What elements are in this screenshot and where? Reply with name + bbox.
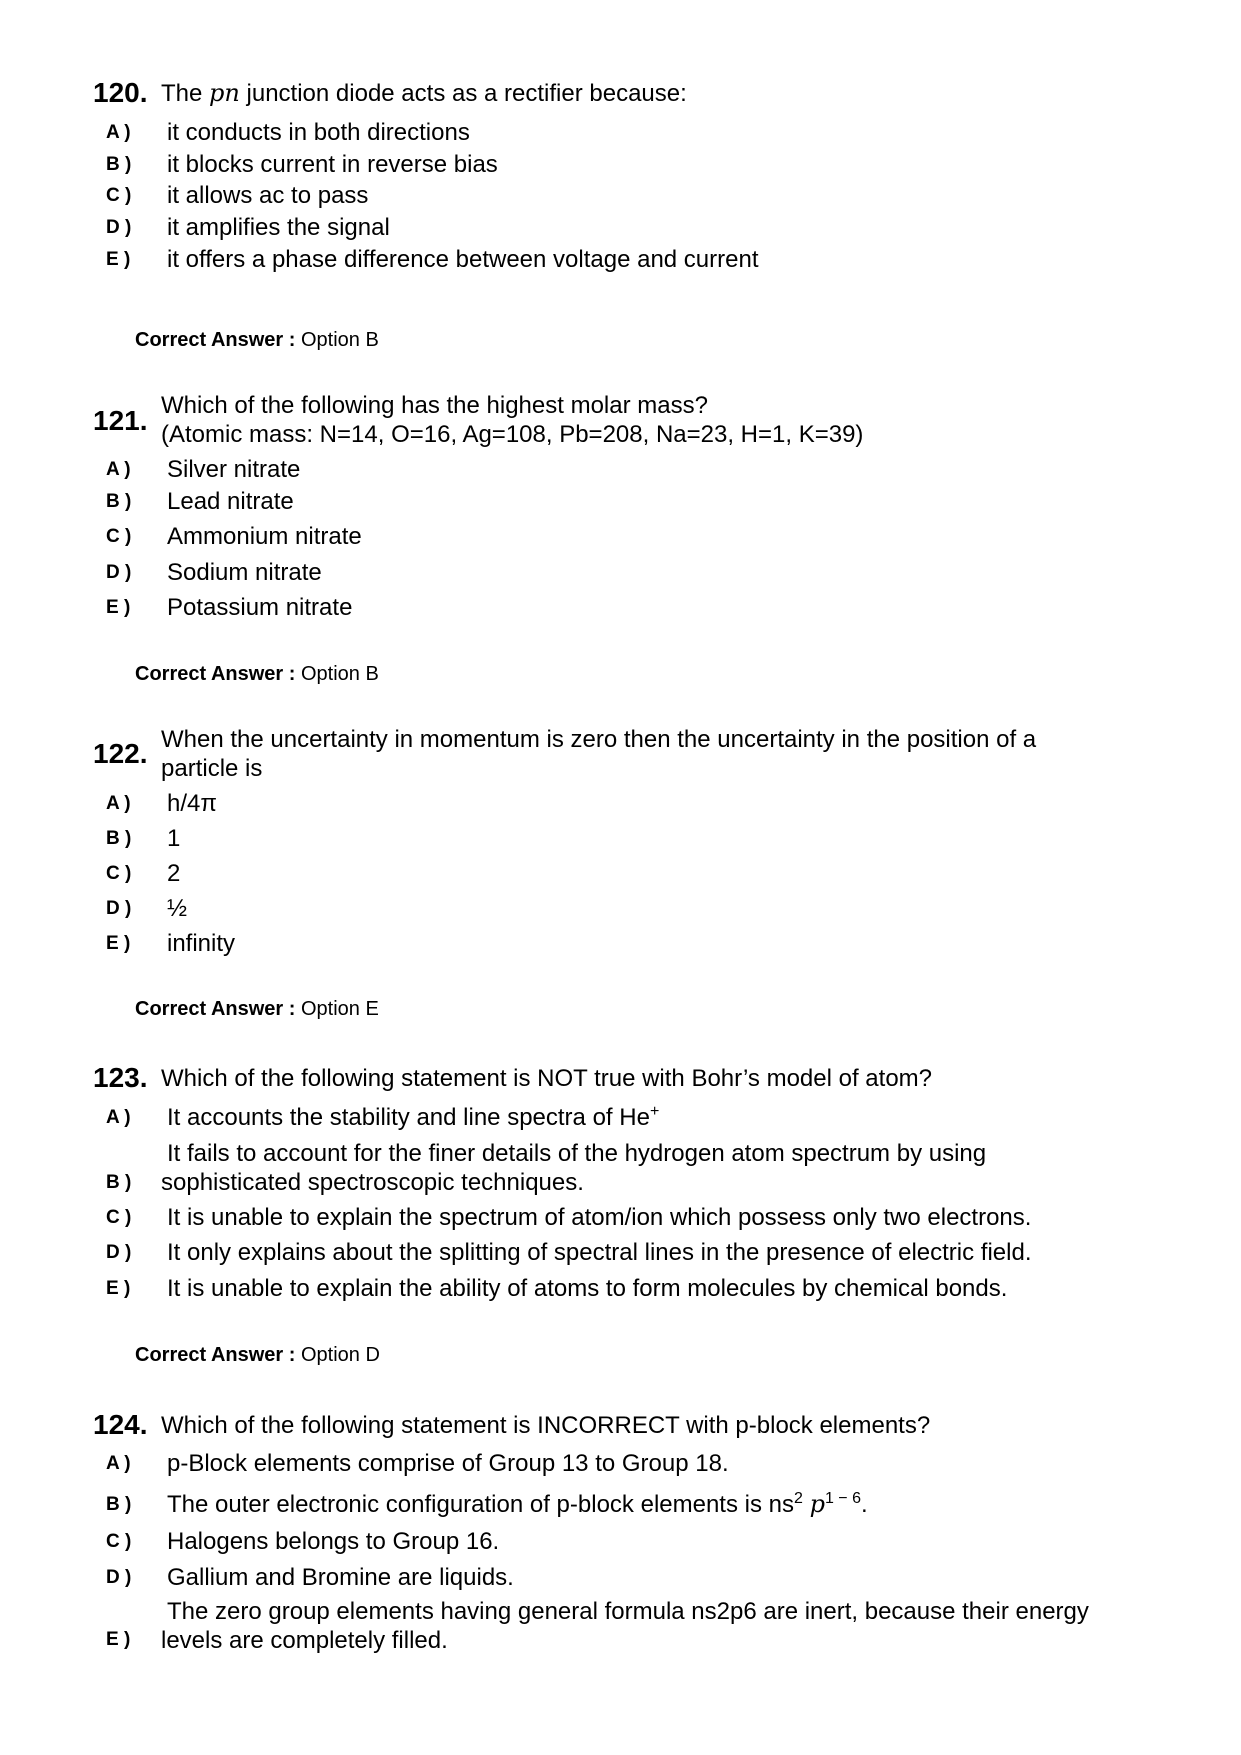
option-text: it conducts in both directions bbox=[167, 119, 470, 146]
option-text: ½ bbox=[167, 895, 188, 922]
correct-answer-label: Correct Answer : bbox=[135, 998, 296, 1020]
correct-answer-value: Option B bbox=[300, 663, 379, 685]
option-text-part: . bbox=[860, 1491, 868, 1518]
option-label: B ) bbox=[106, 1494, 132, 1515]
option-text-line: It fails to account for the finer details of the hydrogen atom spectrum by using bbox=[167, 1140, 987, 1167]
option-label: C ) bbox=[106, 1207, 132, 1228]
option-text: Ammonium nitrate bbox=[167, 523, 362, 550]
option-text: it allows ac to pass bbox=[167, 182, 369, 209]
question-text bbox=[161, 79, 1171, 108]
question-text bbox=[161, 391, 1171, 449]
option-text: Gallium and Bromine are liquids. bbox=[167, 1564, 514, 1591]
question-text-part: The bbox=[161, 80, 210, 107]
question-text-line: Which of the following has the highest molar mass? bbox=[161, 392, 708, 419]
option-label: B ) bbox=[106, 828, 132, 849]
correct-answer bbox=[135, 997, 379, 1021]
option-text: Halogens belongs to Group 16. bbox=[167, 1528, 500, 1555]
option-text: it offers a phase difference between voltage and current bbox=[167, 246, 759, 273]
option-text: infinity bbox=[167, 930, 236, 957]
option-text-line: sophisticated spectroscopic techniques. bbox=[161, 1169, 584, 1196]
option-label: A ) bbox=[106, 122, 131, 143]
correct-answer-value: Option E bbox=[300, 998, 379, 1020]
option-label: A ) bbox=[106, 459, 131, 480]
question-number: 123. bbox=[93, 1062, 148, 1093]
math-p: p bbox=[809, 1490, 825, 1518]
correct-answer-value: Option D bbox=[300, 1344, 380, 1366]
question-number: 121. bbox=[93, 405, 148, 436]
question-number: 122. bbox=[93, 738, 148, 769]
option-label: D ) bbox=[106, 1242, 132, 1263]
superscript: 1 − 6 bbox=[824, 1490, 861, 1507]
option-label: B ) bbox=[106, 154, 132, 175]
option-label: E ) bbox=[106, 249, 131, 270]
question-text: Which of the following statement is INCORRECT with p-block elements? bbox=[161, 1412, 931, 1439]
option-text bbox=[167, 1490, 1167, 1519]
option-label: C ) bbox=[106, 863, 132, 884]
option-label: E ) bbox=[106, 1278, 131, 1299]
option-text-part: It accounts the stability and line spectra of He bbox=[167, 1104, 650, 1131]
option-text: It is unable to explain the spectrum of atom/ion which possess only two electrons. bbox=[167, 1204, 1032, 1231]
option-text: it amplifies the signal bbox=[167, 214, 390, 241]
option-label: B ) bbox=[106, 491, 132, 512]
option-text: Sodium nitrate bbox=[167, 559, 322, 586]
math-pn: pn bbox=[209, 79, 240, 107]
question-text bbox=[161, 725, 1171, 783]
correct-answer-label: Correct Answer : bbox=[135, 329, 296, 351]
question-text-line: particle is bbox=[161, 755, 263, 782]
option-label: A ) bbox=[106, 1107, 131, 1128]
option-text-line: levels are completely filled. bbox=[161, 1627, 448, 1654]
option-label: C ) bbox=[106, 1531, 132, 1552]
option-text-line: The zero group elements having general formula ns2p6 are inert, because their energy bbox=[167, 1598, 1089, 1625]
option-text: It is unable to explain the ability of atoms to form molecules by chemical bonds. bbox=[167, 1275, 1008, 1302]
option-text-part: The outer electronic configuration of p-block elements is ns bbox=[167, 1491, 794, 1518]
option-label: B ) bbox=[106, 1172, 132, 1193]
correct-answer-label: Correct Answer : bbox=[135, 663, 296, 685]
option-text: Lead nitrate bbox=[167, 488, 294, 515]
option-text bbox=[161, 1139, 1161, 1197]
option-label: E ) bbox=[106, 933, 131, 954]
question-number: 120. bbox=[93, 77, 148, 108]
question-text-part: junction diode acts as a rectifier because: bbox=[239, 80, 687, 107]
superscript: + bbox=[649, 1103, 660, 1120]
question-number: 124. bbox=[93, 1409, 148, 1440]
option-label: C ) bbox=[106, 185, 132, 206]
correct-answer-value: Option B bbox=[300, 329, 379, 351]
option-text: Potassium nitrate bbox=[167, 594, 353, 621]
question-text-line: When the uncertainty in momentum is zero then the uncertainty in the position of a bbox=[161, 726, 1037, 753]
option-text bbox=[161, 1597, 1161, 1655]
option-text bbox=[167, 1103, 1167, 1132]
superscript: 2 bbox=[794, 1490, 803, 1507]
question-text-line: (Atomic mass: N=14, O=16, Ag=108, Pb=208, Na=23, H=1, K=39) bbox=[161, 421, 864, 448]
correct-answer bbox=[135, 1343, 380, 1367]
option-label: C ) bbox=[106, 526, 132, 547]
option-text: it blocks current in reverse bias bbox=[167, 151, 498, 178]
option-text: It only explains about the splitting of spectral lines in the presence of electric field. bbox=[167, 1239, 1032, 1266]
option-label: D ) bbox=[106, 1567, 132, 1588]
option-label: A ) bbox=[106, 793, 131, 814]
option-text: h/4π bbox=[167, 790, 217, 817]
option-label: D ) bbox=[106, 217, 132, 238]
option-text: p-Block elements comprise of Group 13 to Group 18. bbox=[167, 1450, 729, 1477]
correct-answer bbox=[135, 662, 379, 686]
option-label: A ) bbox=[106, 1453, 131, 1474]
option-label: D ) bbox=[106, 562, 132, 583]
option-text: 2 bbox=[167, 860, 181, 887]
option-label: E ) bbox=[106, 1629, 131, 1650]
option-label: E ) bbox=[106, 597, 131, 618]
correct-answer bbox=[135, 328, 379, 352]
option-label: D ) bbox=[106, 898, 132, 919]
option-text: Silver nitrate bbox=[167, 456, 301, 483]
correct-answer-label: Correct Answer : bbox=[135, 1344, 296, 1366]
question-text: Which of the following statement is NOT true with Bohr’s model of atom? bbox=[161, 1065, 933, 1092]
option-text: 1 bbox=[167, 825, 181, 852]
